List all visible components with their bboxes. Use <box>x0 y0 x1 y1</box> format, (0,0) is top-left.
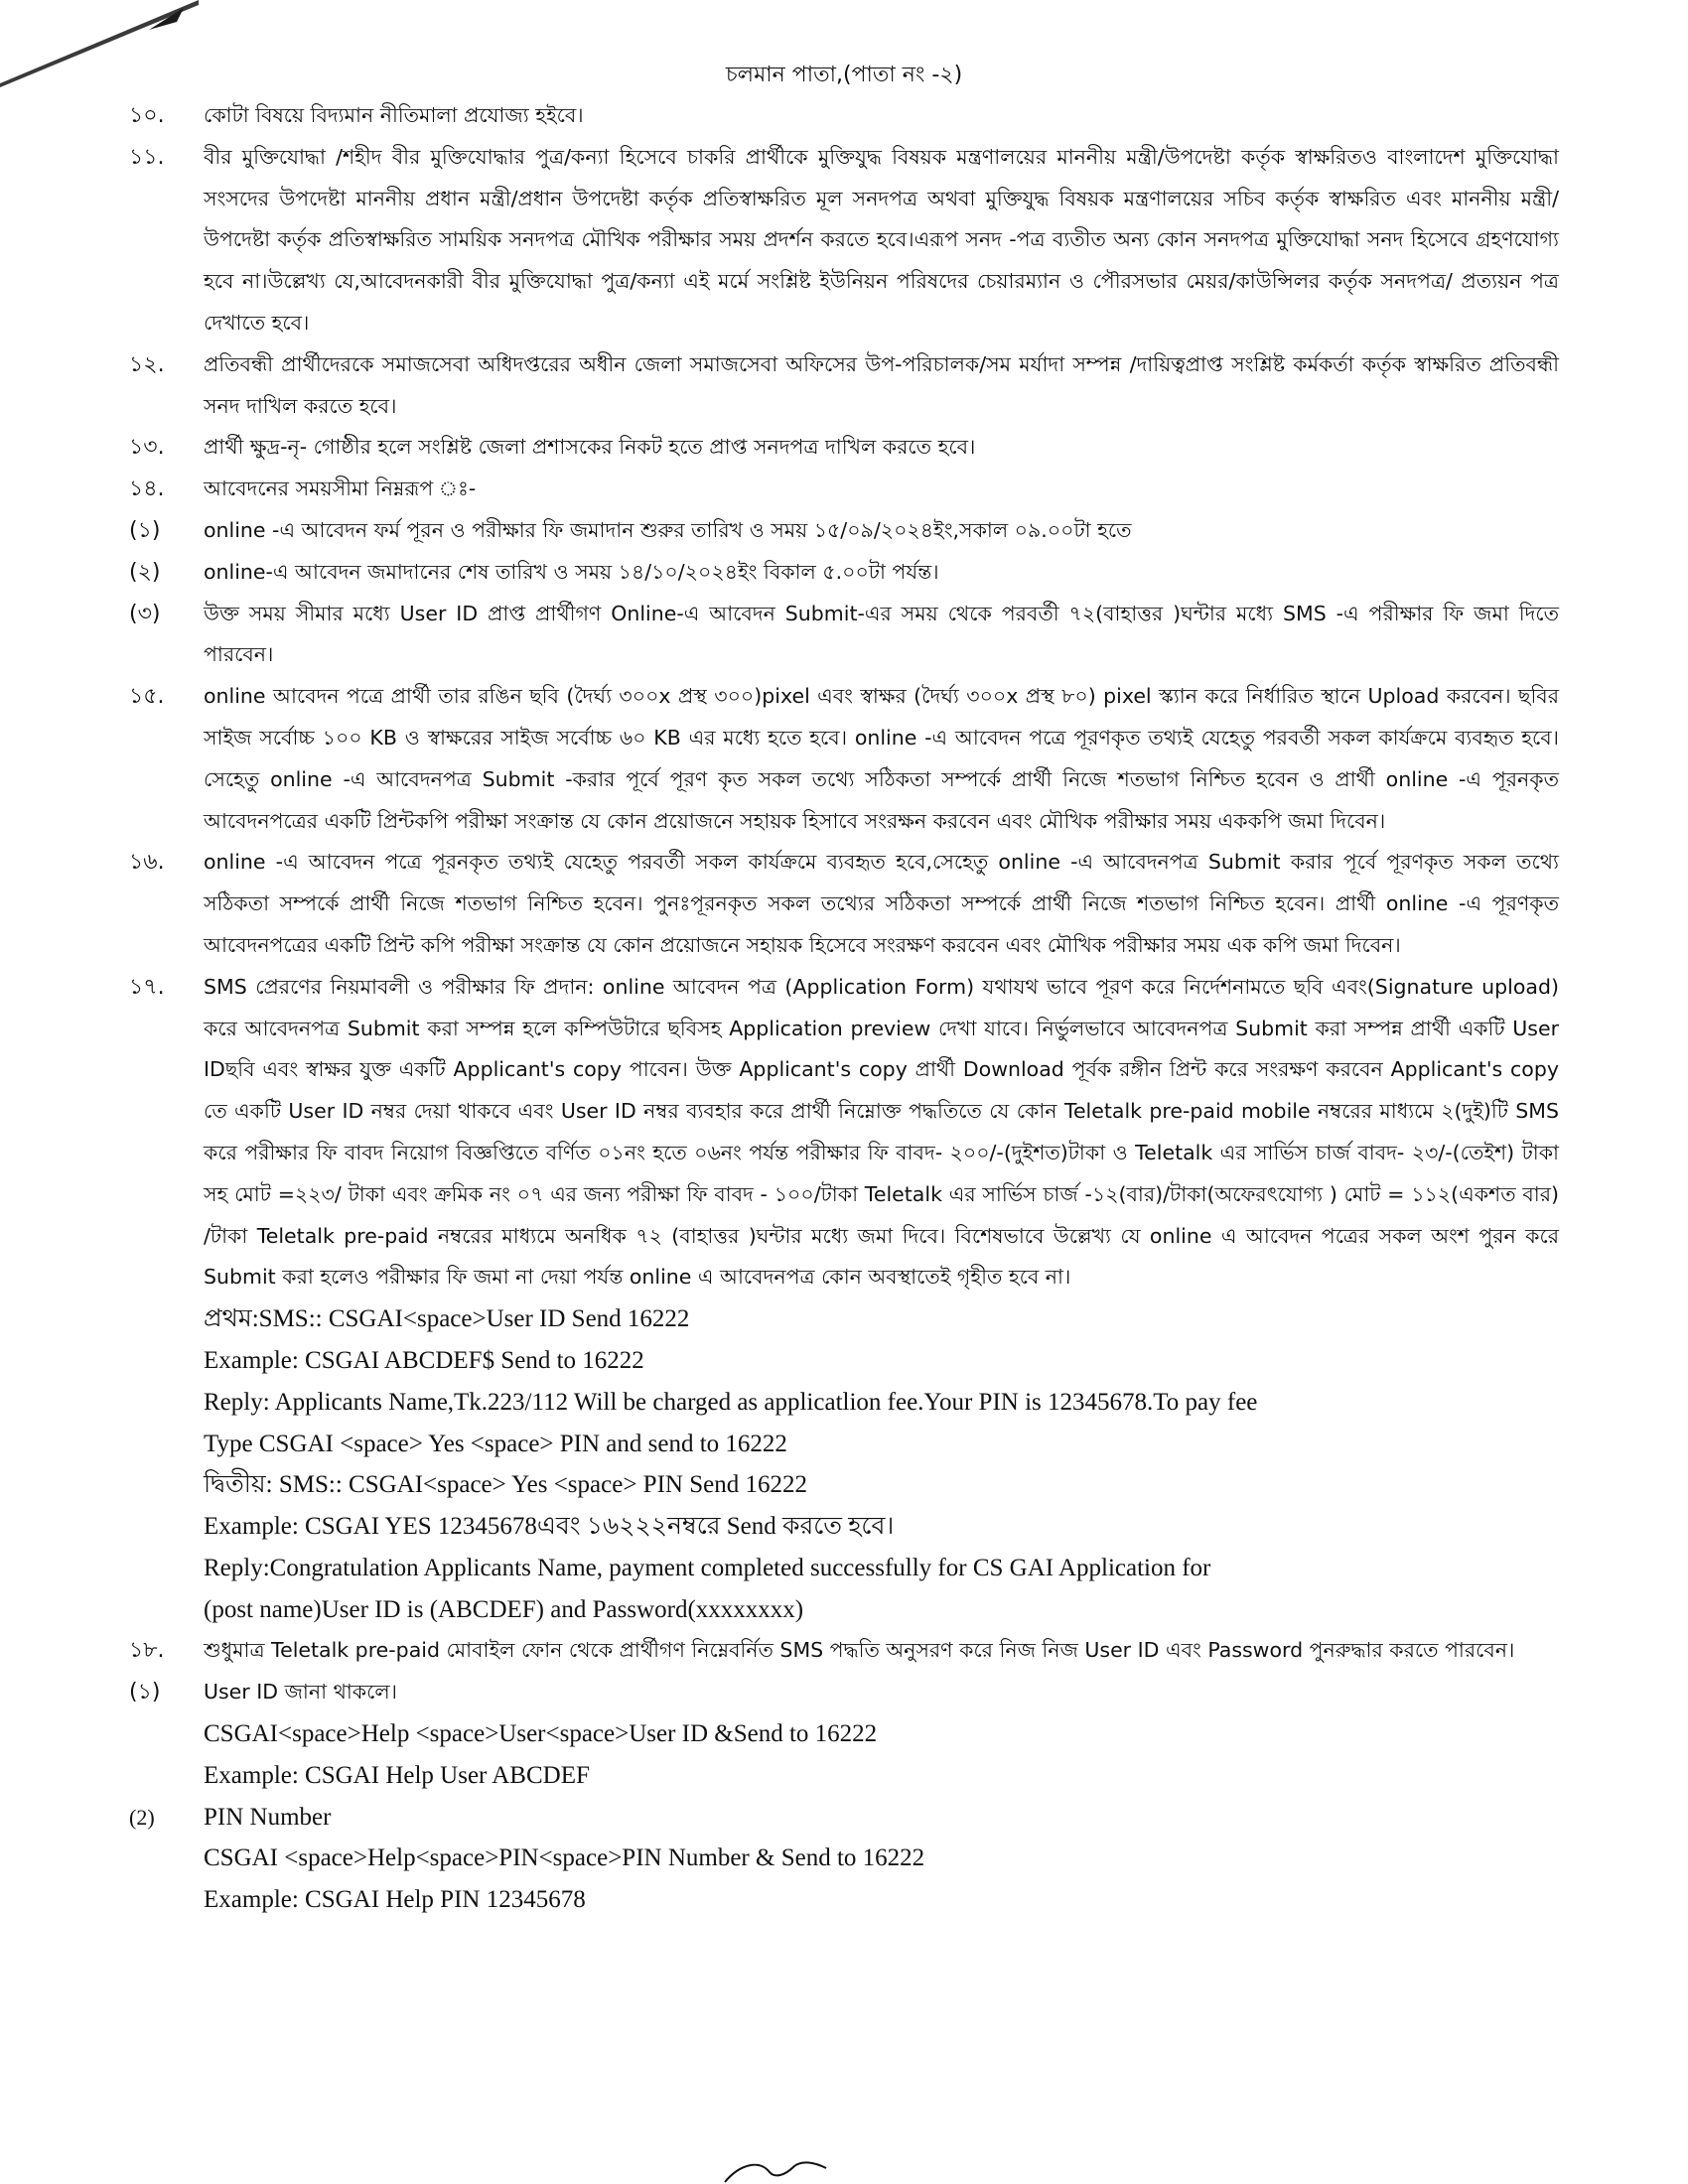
clause-number: (2) <box>129 1804 155 1830</box>
clause-15 <box>129 676 1559 842</box>
clause-number: (১) <box>129 1680 161 1706</box>
clause-text: আবেদনের সময়সীমা নিম্নরূপ ঃ- <box>204 477 477 501</box>
recovery-example: Example: CSGAI Help User ABCDEF <box>204 1761 590 1789</box>
clause-number: ১৮. <box>129 1638 165 1664</box>
clause-text: online আবেদন পত্রে প্রার্থী তার রঙিন ছবি (দৈর্ঘ্য ৩০০x প্রস্থ ৩০০)pixel এবং স্বাক্ষর (দৈর্ঘ্য ৩০০x প্রস্থ ৮০) pixel স্ক্যান করে নির্ধারিত স্থানে Upload করবেন। ছবির সাইজ সর্বোচ্চ ১০০ KB ও স্বাক্ষরের সাইজ সর্বোচ্চ ৬০ KB এর মধ্যে হতে হবে। online -এ আবেদন পত্রে পূরণকৃত তথ্যই যেহেতু পরবর্তী সকল কার্যক্রমে ব্যবহৃত হবে। সেহেতু online -এ আবেদনপত্র Submit -করার পূর্বে পূরণ কৃত সকল তথ্যে সঠিকতা সম্পর্কে প্রার্থী নিজে শতভাগ নিশ্চিত হবেন ও প্রার্থী online -এ পূরনকৃত আবেদনপত্রের একটি প্রিন্টকপি পরীক্ষা সংক্রান্ত যে কোন প্রয়োজনে সহায়ক হিসাবে সংরক্ষন করবেন এবং মৌখিক পরীক্ষার সময় এককপি জমা দিবেন। <box>204 684 1559 833</box>
clause-16 <box>129 842 1559 966</box>
clause-12 <box>129 344 1559 428</box>
clause-number: (৩) <box>129 601 161 626</box>
recovery-command: CSGAI<space>Help <space>User<space>User ID &Send to 16222 <box>204 1720 878 1748</box>
clause-number: (১) <box>129 517 161 543</box>
clause-13 <box>129 427 1559 469</box>
clause-text: SMS প্রেরণের নিয়মাবলী ও পরীক্ষার ফি প্রদান: online আবেদন পত্র (Application Form) যথাযথ ভাবে পূরণ করে নির্দেশনামতে ছবি এবং(Signature upload) করে আবেদনপত্র Submit করা সম্পন্ন হলে কম্পিউটারে ছবিসহ Application preview দেখা যাবে। নির্ভুলভাবে আবেদনপত্র Submit করা সম্পন্ন প্রার্থী একটি User IDছবি এবং স্বাক্ষর যুক্ত একটি Applicant's copy পাবেন। উক্ত Applicant's copy প্রার্থী Download পূর্বক রঙ্গীন প্রিন্ট করে সংরক্ষণ করবেন Applicant's copy তে একটি User ID নম্বর দেয়া থাকবে এবং User ID নম্বর ব্যবহার করে প্রার্থী নিম্নোক্ত পদ্ধতিতে যে কোন Teletalk pre-paid mobile নম্বরের মাধ্যমে ২(দুই)টি SMS করে পরীক্ষার ফি বাবদ নিয়োগ বিজ্ঞপ্তিতে বর্ণিত ০১নং হতে ০৬নং পর্যন্ত পরীক্ষার ফি বাবদ- ২০০/-(দুইশত)টাকা ও Teletalk এর সার্ভিস চার্জ বাবদ- ২৩/-(তেইশ) টাকা সহ মোট =২২৩/ টাকা এবং ক্রমিক নং ০৭ এর জন্য পরীক্ষা ফি বাবদ - ১০০/টাকা Teletalk এর সার্ভিস চার্জ -১২(বার)/টাকা(অফেরৎযোগ্য ) মোট = ১১২(একশত বার) /টাকা Teletalk pre-paid নম্বরের মাধ্যমে অনধিক ৭২ (বাহাত্তর )ঘন্টার মধ্যে জমা দিবে। বিশেষভাবে উল্লেখ্য যে online এ আবেদন পত্রের সকল অংশ পুরন করে Submit করা হলেও পরীক্ষার ফি জমা না দেয়া পর্যন্ত online এ আবেদনপত্র কোন অবস্থাতেই গৃহীত হবে না। <box>204 974 1559 1290</box>
sms-line: (post name)User ID is (ABCDEF) and Password(xxxxxxxx) <box>204 1595 804 1623</box>
clause-number: ১১. <box>129 144 165 170</box>
recovery-pin <box>129 1797 1559 1921</box>
document-body <box>129 95 1559 1921</box>
signature-mark <box>715 2154 834 2184</box>
clause-number: ১৬. <box>129 850 165 876</box>
clause-number: ১২. <box>129 351 165 377</box>
clause-text: বীর মুক্তিযোদ্ধা /শহীদ বীর মুক্তিযোদ্ধার পুত্র/কন্যা হিসেবে চাকরি প্রার্থীকে মুক্তিযুদ্ধ বিষয়ক মন্ত্রণালয়ের মাননীয় মন্ত্রী/উপদেষ্টা কর্তৃক স্বাক্ষরিতও বাংলাদেশ মুক্তিযোদ্ধা সংসদের উপদেষ্টা মাননীয় প্রধান মন্ত্রী/প্রধান উপদেষ্টা কর্তৃক প্রতিস্বাক্ষরিত মূল সনদপত্র অথবা মুক্তিযুদ্ধ বিষয়ক মন্ত্রণালয়ের সচিব কর্তৃক স্বাক্ষরিত এবং মাননীয় মন্ত্রী/উপদেষ্টা কর্তৃক প্রতিস্বাক্ষরিত সাময়িক সনদপত্র মৌখিক পরীক্ষার সময় প্রদর্শন করতে হবে।এরূপ সনদ -পত্র ব্যতীত অন্য কোন সনদপত্র মুক্তিযোদ্ধা সনদ হিসেবে গ্রহণযোগ্য হবে না।উল্লেখ্য যে,আবেদনকারী বীর মুক্তিযোদ্ধা পুত্র/কন্যা এই মর্মে সংশ্লিষ্ট ইউনিয়ন পরিষদের চেয়ারম্যান ও পৌরসভার মেয়র/কাউন্সিলর কর্তৃক সনদপত্র/ প্রত্যয়ন পত্র দেখাতে হবে। <box>204 144 1559 335</box>
clause-14 <box>129 469 1559 510</box>
recovery-example: Example: CSGAI Help PIN 12345678 <box>204 1886 586 1914</box>
recovery-label: User ID জানা থাকলে। <box>204 1680 397 1705</box>
clause-number: ১০. <box>129 103 165 128</box>
clause-number: ১৭. <box>129 974 165 1000</box>
sms-line: Reply:Congratulation Applicants Name, payment completed successfully for CS GAI Application for <box>204 1554 1211 1581</box>
clause-text: শুধুমাত্র Teletalk pre-paid মোবাইল ফোন থেকে প্রার্থীগণ নিম্নেবর্নিত SMS পদ্ধতি অনুসরণ করে নিজ নিজ User ID এবং Password পুনরুদ্ধার করতে পারবেন। <box>204 1638 1515 1663</box>
deadline-1 <box>129 510 1559 552</box>
recovery-command: CSGAI <space>Help<space>PIN<space>PIN Number & Send to 16222 <box>204 1844 925 1872</box>
sms-line: Reply: Applicants Name,Tk.223/112 Will be charged as applicatlion fee.Your PIN is 12345678.To pay fee <box>204 1388 1258 1416</box>
sms-line: প্রথম:SMS:: CSGAI<space>User ID Send 16222 <box>204 1305 690 1333</box>
sms-instructions <box>129 1298 1559 1630</box>
deadline-2 <box>129 552 1559 594</box>
sms-line: Example: CSGAI ABCDEF$ Send to 16222 <box>204 1346 644 1374</box>
clause-number: ১৩. <box>129 435 165 461</box>
clause-number: ১৪. <box>129 477 165 502</box>
sms-line: দ্বিতীয়: SMS:: CSGAI<space> Yes <space> PIN Send 16222 <box>204 1471 807 1499</box>
clause-17 <box>129 967 1559 1298</box>
clause-text: online-এ আবেদন জমাদানের শেষ তারিখ ও সময় ১৪/১০/২০২৪ইং বিকাল ৫.০০টা পর্যন্ত। <box>204 559 939 584</box>
clause-10 <box>129 95 1559 137</box>
page-header: চলমান পাতা,(পাতা নং -২) <box>725 63 963 87</box>
clause-text: online -এ আবেদন পত্রে পূরনকৃত তথ্যই যেহেতু পরবর্তী সকল কার্যক্রমে ব্যবহৃত হবে,সেহেতু online -এ আবেদনপত্র Submit করার পূর্বে পূরণকৃত সকল তথ্যে সঠিকতা সম্পর্কে প্রার্থী নিজে শতভাগ নিশ্চিত হবেন। পুনঃপূরনকৃত সকল তথ্যের সঠিকতা সম্পর্কে প্রার্থী নিজে শতভাগ নিশ্চিত হবেন। প্রার্থী online -এ পূরণকৃত আবেদনপত্রের একটি প্রিন্ট কপি পরীক্ষা সংক্রান্ত যে কোন প্রয়োজনে সহায়ক হিসেবে সংরক্ষণ করবেন এবং মৌখিক পরীক্ষার সময় এক কপি জমা দিবেন। <box>204 850 1559 957</box>
clause-number: ১৫. <box>129 684 165 710</box>
clause-text: উক্ত সময় সীমার মধ্যে User ID প্রাপ্ত প্রার্থীগণ Online-এ আবেদন Submit-এর সময় থেকে পরবর্তী ৭২(বাহাত্তর )ঘন্টার মধ্যে SMS -এ পরীক্ষার ফি জমা দিতে পারবেন। <box>204 601 1559 667</box>
deadline-3 <box>129 594 1559 677</box>
clause-text: online -এ আবেদন ফর্ম পূরন ও পরীক্ষার ফি জমাদান শুরুর তারিখ ও সময় ১৫/০৯/২০২৪ইং,সকাল ০৯.০০টা হতে <box>204 517 1132 542</box>
recovery-label: PIN Number <box>204 1803 332 1831</box>
clause-text: প্রতিবন্ধী প্রার্থীদেরকে সমাজসেবা অধিদপ্তরের অধীন জেলা সমাজসেবা অফিসের উপ-পরিচালক/সম মর্যাদা সম্পন্ন /দায়িত্বপ্রাপ্ত সংশ্লিষ্ট কর্মকর্তা কর্তৃক স্বাক্ষরিত প্রতিবন্ধী সনদ দাখিল করতে হবে। <box>204 351 1559 418</box>
clause-text: কোটা বিষয়ে বিদ্যমান নীতিমালা প্রযোজ্য হইবে। <box>204 103 584 127</box>
recovery-user-id <box>129 1672 1559 1796</box>
clause-18 <box>129 1630 1559 1672</box>
sms-line: Type CSGAI <space> Yes <space> PIN and send to 16222 <box>204 1430 787 1457</box>
clause-text: প্রার্থী ক্ষুদ্র-নৃ- গোষ্ঠীর হলে সংশ্লিষ্ট জেলা প্রশাসকের নিকট হতে প্রাপ্ত সনদপত্র দাখিল করতে হবে। <box>204 435 976 460</box>
sms-line: Example: CSGAI YES 12345678এবং ১৬২২২নম্বরে Send করতে হবে। <box>204 1513 895 1541</box>
clause-11 <box>129 137 1559 344</box>
clause-number: (২) <box>129 559 161 585</box>
